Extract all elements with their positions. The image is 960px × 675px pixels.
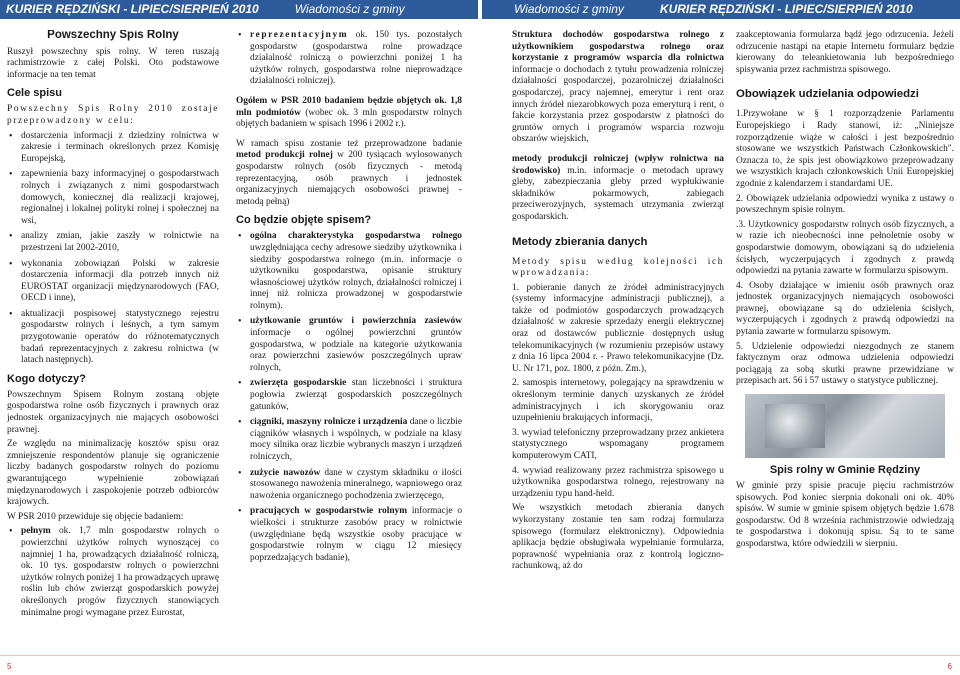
heading-co: Co będzie objęte spisem? — [236, 214, 372, 227]
list-item: • analizy zmian, jakie zaszły w rolnictwie na przestrzeni lat 2002-2010, — [7, 231, 219, 254]
list-item — [236, 30, 462, 88]
page-number-right: 6 — [947, 662, 952, 671]
dochody-text: informacje o dochodach z tytułu prowadzenia rolniczej działalności gospodarczej, pozarolniczej działalności gospodarczej, pracy najemnej, emerytur i rent oraz innych źródeł niezarobkowych poza emeryturą i rent, o fakcie korzystania przez gospodarstw z płatności do gruntów ornych i programów wsparcia rozwoju obszarów wiejskich, — [512, 64, 724, 145]
header-bar-left — [0, 0, 478, 19]
list-item: • zapewnienia bazy informacyjnej o gospodarstwach rolnych i związanych z nimi gospodarstwach domowych, koniecznej dla realizacji krajowej, regionalnej i lokalnej polityki rolnej i społecznej na wsi, — [7, 169, 219, 227]
page-number-left: 5 — [7, 662, 12, 671]
item-bold: ciągniki, maszyny rolnicze i urządzenia — [250, 417, 408, 428]
dochody-bold: Struktura dochodów gospodarstwa rolnego z użytkownikiem gospodarstwa rolnego oraz korzystanie z programów wsparcia dla rolnictwa — [512, 30, 724, 64]
co-list — [236, 231, 462, 564]
list-item — [7, 526, 219, 619]
header-bar-right — [482, 0, 960, 19]
section-title-right: Wiadomości z gminy — [514, 2, 624, 16]
metody-produkcji-bold: metody produkcji rolniczej (wpływ rolnictwa na środowisko) — [512, 153, 724, 176]
column-1 — [7, 30, 219, 660]
list-item: • wykonania zobowiązań Polski w zakresie dostarczenia informacji dla potrzeb innych niż EUROSTAT organizacji międzynarodowych (FAO, OECD i inne), — [7, 259, 219, 305]
kogo-list — [7, 526, 219, 619]
gmina-paragraph: W gminie przy spisie pracuje pięciu rachmistrzów spisowych. Pod koniec sierpnia dokonali oni ok. 40% spisów. W sumie w gminie spisem objętych będzie 1.678 gospodarstw. Od 8 września rachmistrzowie odwiedzają te gospodarstwa i dokonują spisu. Są to te same gospodarstwa, które odwiedzili w sierpniu. — [736, 481, 954, 549]
cont-list — [236, 30, 462, 88]
list-item — [236, 468, 462, 503]
metoda-4: 4. wywiad realizowany przez rachmistrza spisowego u użytkownika gospodarstwa rolnego, rejestrowany na urządzeniu typu hand-held. — [512, 465, 724, 499]
item-bold: ogólna charakterystyka gospodarstwa rolnego — [250, 231, 462, 242]
list-item — [236, 316, 462, 374]
metody-produkcji-text: m.in. informacje o metodach uprawy gleby, zabezpieczania gleby przed wypłukiwanie składników pokarmowych, zabiegach przeciwerozyjnych, systemach utrzymania zwierząt gospodarskich. — [512, 165, 724, 222]
cele-list — [7, 131, 219, 367]
cele-lead: Powszechny Spis Rolny 2010 zostaje przeprowadzony w celu: — [7, 104, 219, 126]
item-text: dane w czystym składniku o ilości stosowanego nawożenia mineralnego, wapniowego oraz nawożenia organicznego pochodzenia zwierzęcego, — [250, 467, 462, 501]
heading-cele: Cele spisu — [7, 87, 63, 100]
item-text: ok. 150 tys. pozostałych gospodarstw (gospodarstwa rolne prowadzące działalność rolniczą o powierzchni poniżej 1 ha użytków rolnych, gospodarstwa rolne nieprowadzące działalności rolniczej). — [250, 30, 462, 87]
list-item: • aktualizacji pospisowej statystycznego rejestru gospodarstw rolnych i leśnych, a tym samym przygotowanie operatów do różnotematycznych badań reprezentacyjnych z zakresu rolnictwa (w latach następnych). — [7, 309, 219, 367]
obowiazek-2: 2. Obowiązek udzielania odpowiedzi wynika z ustawy o powszechnym spisie rolnym. — [736, 193, 954, 216]
summary-paragraph — [236, 96, 462, 131]
obowiazek-1: 1.Przywołane w § 1 rozporządzenie Parlamentu Europejskiego i Rady stanowi, iż: „Niniejsze rozporządzenie wiąże w całości i jest bezpośrednio stosowane we wszystkich Państwach Członkowskich". Oznacza to, że spis jest obowiązkowo przeprowadzany we wszystkich krajach członkowskich Unii Europejskiej zgodnie z kalendarzem i standardami UE. — [736, 109, 954, 189]
intro-paragraph: Ruszył powszechny spis rolny. W teren ruszają rachmistrzowie z całej Polski. Oto podstawowe informacje na ten temat — [7, 46, 219, 80]
item-bold: reprezentacyjnym — [250, 30, 349, 40]
obowiazek-5: 5. Udzielenie odpowiedzi niezgodnych ze stanem faktycznym oraz odmowa udzielenia odpowiedzi pociągają za sobą skutki prawne przewidziane w przepisach art. 56 i 57 ustawy o statystyce publicznej. — [736, 341, 954, 387]
kogo-paragraph-2: Ze względu na minimalizację kosztów spisu oraz zmniejszenie respondentów planuje się ograniczenie liczby badanych gospodarstw rolnych do poziomu gwarantującego wypełnienie zobowiązań międzynarodowych i zaspokojenie potrzeb odbiorców krajowych. — [7, 439, 219, 508]
column-4 — [736, 30, 954, 660]
dochody-paragraph — [512, 30, 724, 146]
section-title-left: Wiadomości z gminy — [294, 2, 405, 16]
ramach-text: W ramach spisu zostanie też przeprowadzone badanie — [236, 138, 462, 149]
metody-lead: Metody spisu według kolejności ich wprowadzania: — [512, 256, 724, 279]
item-text: informacje o wielkości i strukturze zasobów pracy w rolnictwie (uwzględniane będą wszystkie osoby pracujące w gospodarstwie rolnym w ciągu 12 miesięcy poprzedzających badanie), — [250, 506, 462, 563]
ramach-bold: metod produkcji rolnej — [236, 150, 333, 161]
continuation-paragraph: zaakceptowania formularza bądź jego odrzucenia. Jeżeli odrzucenie nastąpi na etapie Internetu formularz będzie kierowany do teleankietowania lub bezpośredniego spisywania przez rachmistrza spisowego. — [736, 30, 954, 75]
heading-kogo: Kogo dotyczy? — [7, 372, 86, 385]
photo-image — [745, 394, 945, 458]
ramach-text-end: w 200 tysiącach wylosowanych gospodarstw rolnych (osób fizycznych - metodą reprezentacyjną, osób prawnych i jednostek organizacyjnych niemających osobowości prawnej - metodą pełną) — [236, 150, 462, 207]
heading-metody: Metody zbierania danych — [512, 235, 648, 248]
item-bold: pełnym — [21, 526, 51, 537]
item-bold: zużycie nawozów — [250, 467, 321, 478]
heading-gmina: Spis rolny w Gminie Rędziny — [769, 464, 921, 477]
item-bold: pracujących w gospodarstwie rolnym — [250, 506, 408, 517]
list-item — [236, 506, 462, 564]
obowiazek-4: 4. Osoby działające w imieniu osób prawnych oraz jednostek organizacyjnych niemających osobowości prawnej, obowiązane są do udzielenia ścisłych, wyczerpujących i zgodnych z prawdą odpowiedzi na pytania zawarte w formularzu spisowym. — [736, 280, 954, 338]
metoda-3: 3. wywiad telefoniczny przeprowadzany przez ankietera statystycznego wspomagany programem komputerowym CATI, — [512, 427, 724, 461]
obowiazek-3: .3. Użytkownicy gospodarstw rolnych osób fizycznych, a w razie ich nieobecności inne pełnoletnie osoby w gospodarstwie domowym, obowiązani są do udzielenia ścisłych, wyczerpujących i zgodnych z prawdą odpowiedzi na pytania zawarte w formularzu spisowym. — [736, 219, 954, 277]
item-text: uwzględniająca cechy adresowe siedziby użytkownika i siedziby gospodarstwa rolnego (m.in. informacje o użytkowniku gospodarstwa, opisanie struktury własnościowej użytków rolnych, działalności rolniczej i innej niż rolnicza prowadzonej w gospodarstwie rolnym). — [250, 242, 462, 311]
summary-text: (wobec ok. 3 mln gospodarstw rolnych objętych badaniem w spisach 1996 i 2002 r.). — [236, 107, 462, 130]
article-title: Powszechny Spis Rolny — [47, 30, 179, 41]
item-bold: użytkowanie gruntów i powierzchnia zasiewów — [250, 316, 462, 327]
kogo-paragraph-3: W PSR 2010 przewiduje się objęcie badaniem: — [7, 511, 184, 522]
kogo-paragraph-1: Powszechnym Spisem Rolnym zostaną objęte gospodarstwa rolne osób fizycznych i prawnych oraz jednostek organizacyjnych nie mających osobowości prawnej. — [7, 389, 219, 435]
metody-produkcji-paragraph — [512, 154, 724, 224]
heading-obowiazek: Obowiązek udzielania odpowiedzi — [736, 88, 919, 101]
item-text: stan liczebności i struktura pogłowia zwierząt gospodarskich poszczególnych gatunków, — [250, 378, 462, 412]
newspaper-title-left: KURIER RĘDZIŃSKI - LIPIEC/SIERPIEŃ 2010 — [6, 2, 259, 16]
item-text: dane o liczbie ciągników własnych i wspólnych, w podziale na klasy mocy silnika oraz liczbie wybranych maszyn i urządzeń rolniczych, — [250, 417, 462, 462]
item-text: ok. 1,7 mln gospodarstw rolnych o powierzchni użytków rolnych wynoszącej co najmniej 1 ha, prowadzących działalność rolniczą, ok. 10 tys. gospodarstw rolnych o powierzchni użytków rolnych poniżej 1 ha prowadzących uprawę roślin lub chów zwierząt gospodarskich powyżej określonych progów fizycznych stanowiących minimalne progi wymagane przez Eurostat, — [21, 526, 219, 618]
metoda-5: We wszystkich metodach zbierania danych wykorzystany zostanie ten sam rodzaj formularza spisowego (formularz elektroniczny). Odpowiednia aplikacja będzie obsługiwała wypełnianie formularza, poprawność wypełniania oraz z kontrolą logiczno-rachunkową, aż do — [512, 503, 724, 572]
metoda-1: 1. pobieranie danych ze źródeł administracyjnych (systemy informacyjne administracji publicznej), a także od podmiotów gospodarczych prowadzących działalność w zakresie sprzedaży energii elektrycznej oraz od dostawców publicznie dostępnych usług telekomunikacyjnych (w rozumieniu przepisów ustawy z dnia 16 lipca 2004 r. - Prawo telekomunikacyjne (Dz. U. Nr 171, poz. 1800, z późn. Zm.), — [512, 282, 724, 374]
column-2 — [236, 30, 462, 660]
list-item — [236, 378, 462, 413]
list-item — [236, 417, 462, 463]
newspaper-title-right: KURIER RĘDZIŃSKI - LIPIEC/SIERPIEŃ 2010 — [659, 2, 913, 16]
column-3 — [512, 30, 724, 660]
list-item: • dostarczenia informacji z dziedziny rolnictwa w zakresie i terminach określonych przez Komisję Europejską, — [7, 131, 219, 166]
item-bold: zwierzęta gospodarskie — [250, 378, 347, 389]
item-text: informacje o ogólnej powierzchni gruntów gospodarstwa, w podziale na kategorie użytkowania oraz powierzchni zasiewów poszczególnych upraw rolnych, — [250, 328, 462, 373]
ramach-paragraph — [236, 139, 462, 209]
summary-bold: Ogółem w PSR 2010 badaniem będzie objętych ok. 1,8 mln podmiotów — [236, 95, 462, 118]
metoda-2: 2. samospis internetowy, polegający na sprawdzeniu w określonym terminie danych uzyskanych ze źródeł administracyjnych i ich skorygowaniu oraz uzupełnieniu brakujących informacji, — [512, 378, 724, 424]
list-item — [236, 231, 462, 312]
footer-rule — [0, 655, 960, 656]
